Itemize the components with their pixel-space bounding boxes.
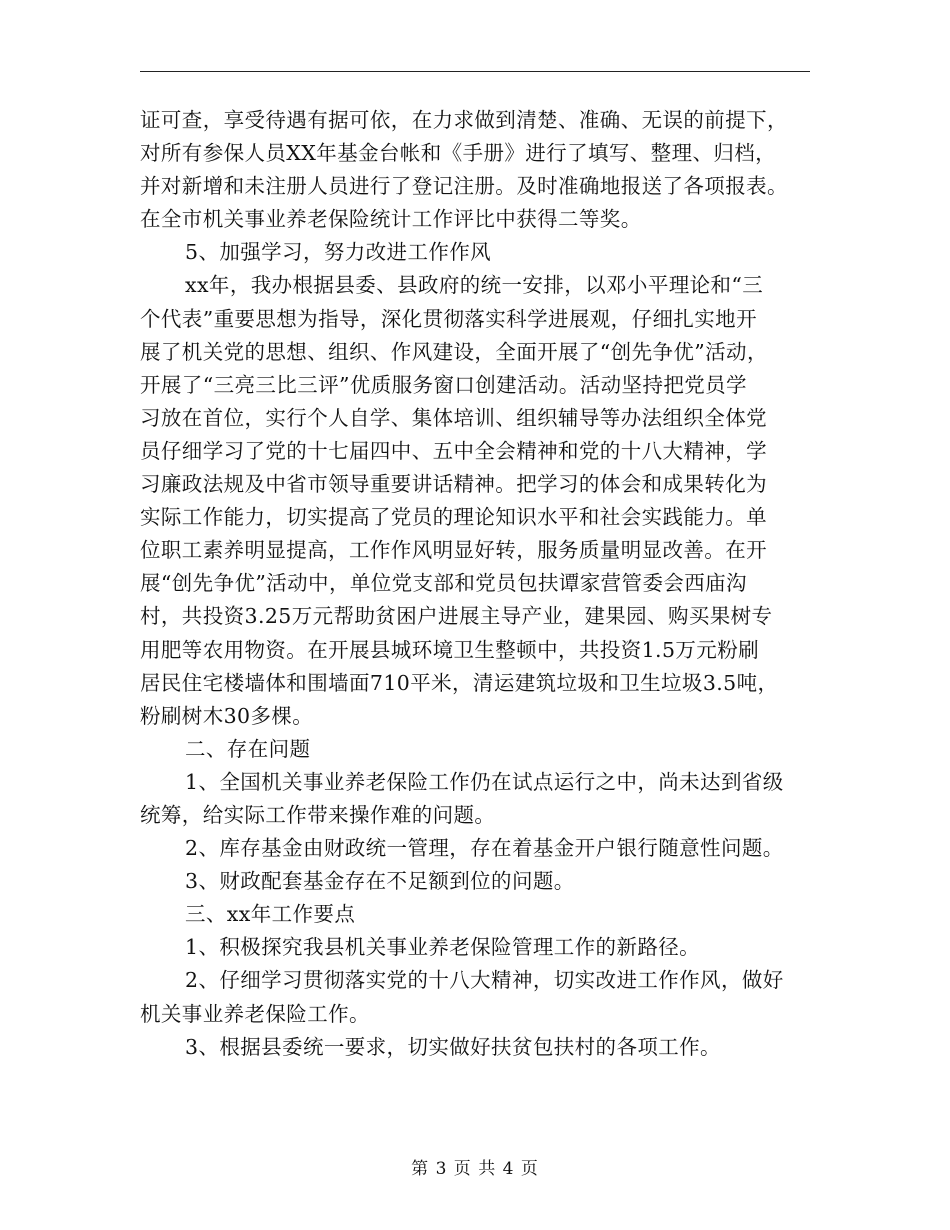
text-line: 习放在首位，实行个人自学、集体培训、组织辅导等办法组织全体党 — [140, 405, 767, 430]
page-number-footer: 第 3 页 共 4 页 — [411, 1159, 539, 1179]
text-line: 粉刷树木30多棵。 — [140, 703, 314, 728]
text-line: 统筹，给实际工作带来操作难的问题。 — [140, 802, 496, 827]
text-line: 在全市机关事业养老保险统计工作评比中获得二等奖。 — [140, 207, 642, 232]
header-rule — [140, 71, 810, 72]
text-line: 2、库存基金由财政统一管理，存在着基金开户银行随意性问题。 — [185, 836, 784, 861]
text-line: 用肥等农用物资。在开展县城环境卫生整顿中，共投资1.5万元粉刷 — [140, 637, 759, 662]
text-line: 二、存在问题 — [185, 736, 311, 761]
text-line: 并对新增和未注册人员进行了登记注册。及时准确地报送了各项报表。 — [140, 174, 788, 199]
text-line: 机关事业养老保险工作。 — [140, 1001, 370, 1026]
text-line: 对所有参保人员XX年基金台帐和《手册》进行了填写、整理、归档， — [140, 141, 777, 166]
text-line: 展“创先争优”活动中，单位党支部和党员包扶谭家营管委会西庙沟 — [140, 571, 747, 596]
text-line: xx年，我办根据县委、县政府的统一安排，以邓小平理论和“三 — [185, 273, 764, 298]
text-line: 实际工作能力，切实提高了党员的理论知识水平和社会实践能力。单 — [140, 505, 767, 530]
text-line: 位职工素养明显提高，工作作风明显好转，服务质量明显改善。在开 — [140, 538, 767, 563]
text-line: 2、仔细学习贯彻落实党的十八大精神，切实改进工作作风，做好 — [185, 968, 784, 993]
text-line: 证可查，享受待遇有据可依，在力求做到清楚、准确、无误的前提下， — [140, 108, 788, 132]
text-line: 3、根据县委统一要求，切实做好扶贫包扶村的各项工作。 — [185, 1034, 721, 1059]
text-line: 居民住宅楼墙体和围墙面710平米，清运建筑垃圾和卫生垃圾3.5吨， — [140, 670, 779, 695]
text-line: 5、加强学习，努力改进工作作风 — [185, 240, 492, 265]
text-line: 1、积极探究我县机关事业养老保险管理工作的新路径。 — [185, 935, 701, 960]
text-line: 展了机关党的思想、组织、作风建设，全面开展了“创先争优”活动， — [140, 339, 768, 364]
text-line: 村，共投资3.25万元帮助贫困户进展主导产业，建果园、购买果树专 — [140, 604, 773, 629]
text-line: 个代表”重要思想为指导，深化贯彻落实科学进展观，仔细扎实地开 — [140, 306, 757, 331]
text-line: 习廉政法规及中省市领导重要讲话精神。把学习的体会和成果转化为 — [140, 472, 767, 497]
text-line: 1、全国机关事业养老保险工作仍在试点运行之中，尚未达到省级 — [185, 769, 784, 794]
text-line: 三、xx年工作要点 — [185, 902, 356, 927]
text-line: 开展了“三亮三比三评”优质服务窗口创建活动。活动坚持把党员学 — [140, 372, 747, 397]
text-line: 员仔细学习了党的十七届四中、五中全会精神和党的十八大精神，学 — [140, 438, 767, 463]
text-line: 3、财政配套基金存在不足额到位的问题。 — [185, 869, 575, 894]
document-body — [140, 104, 810, 1064]
